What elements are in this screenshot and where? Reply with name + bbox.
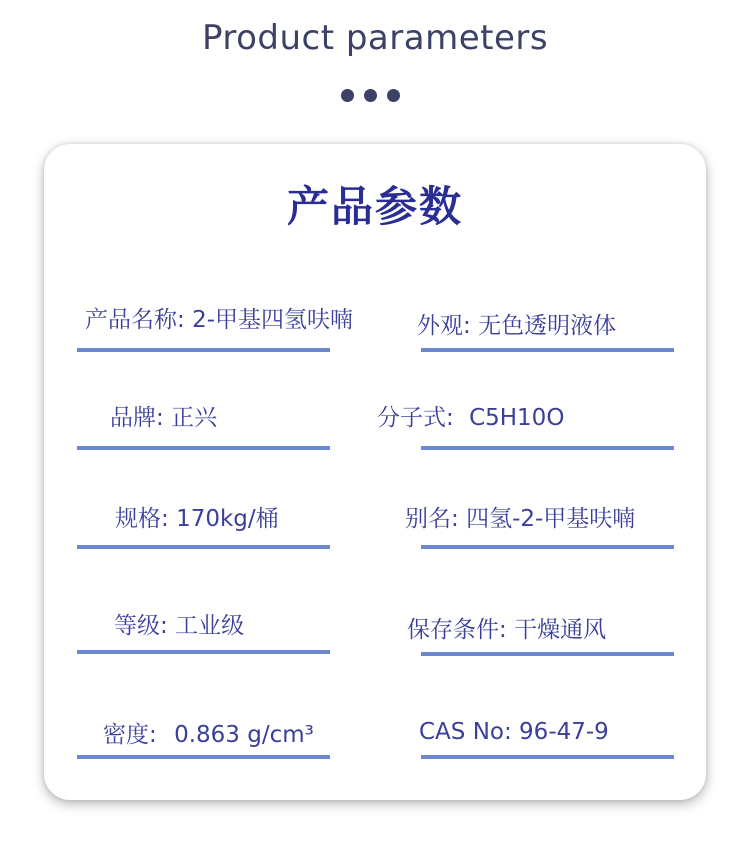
param-underline — [77, 650, 330, 654]
dot-icon — [341, 89, 354, 102]
dot-icon — [387, 89, 400, 102]
param-value: 四氢-2-甲基呋喃 — [466, 506, 636, 532]
param-label: 密度: — [103, 722, 157, 748]
param-appearance — [417, 292, 674, 352]
param-specification — [77, 489, 330, 549]
param-storage — [407, 596, 674, 656]
page-heading: Product parameters — [201, 18, 549, 58]
decorative-dots — [341, 89, 400, 102]
param-label: 分子式: — [377, 405, 454, 431]
param-density — [77, 699, 330, 759]
param-label: 别名: — [405, 506, 459, 532]
param-label: CAS No: — [419, 719, 512, 745]
param-molecular-formula — [377, 390, 674, 450]
param-underline — [77, 755, 330, 759]
param-underline — [421, 545, 674, 549]
param-product-name — [77, 292, 353, 352]
param-underline — [421, 446, 674, 450]
param-underline — [77, 545, 330, 549]
parameters-card — [44, 144, 706, 800]
param-value: 干燥通风 — [514, 617, 607, 643]
param-alias — [405, 489, 674, 549]
param-label: 外观: — [417, 313, 471, 339]
param-label: 等级: — [114, 613, 168, 639]
param-value: 无色透明液体 — [478, 313, 617, 339]
param-brand — [77, 390, 330, 450]
card-title: 产品参数 — [286, 182, 463, 231]
param-value: 正兴 — [171, 405, 218, 431]
param-underline — [77, 348, 330, 352]
dot-icon — [364, 89, 377, 102]
param-value: 170kg/桶 — [176, 506, 279, 532]
param-value: 96-47-9 — [519, 719, 609, 745]
param-value: 工业级 — [175, 613, 245, 639]
param-label: 保存条件: — [407, 617, 507, 643]
param-underline — [421, 652, 674, 656]
param-underline — [77, 446, 330, 450]
param-grade — [77, 594, 330, 654]
param-label: 品牌: — [110, 405, 164, 431]
param-label: 规格: — [115, 506, 169, 532]
param-value: C5H10O — [469, 405, 565, 431]
param-value: 2-甲基四氢呋喃 — [192, 307, 353, 333]
param-value: 0.863 g/cm³ — [174, 722, 314, 748]
param-label: 产品名称: — [85, 307, 185, 333]
param-underline — [421, 348, 674, 352]
param-cas-number — [421, 699, 674, 759]
param-underline — [421, 755, 674, 759]
